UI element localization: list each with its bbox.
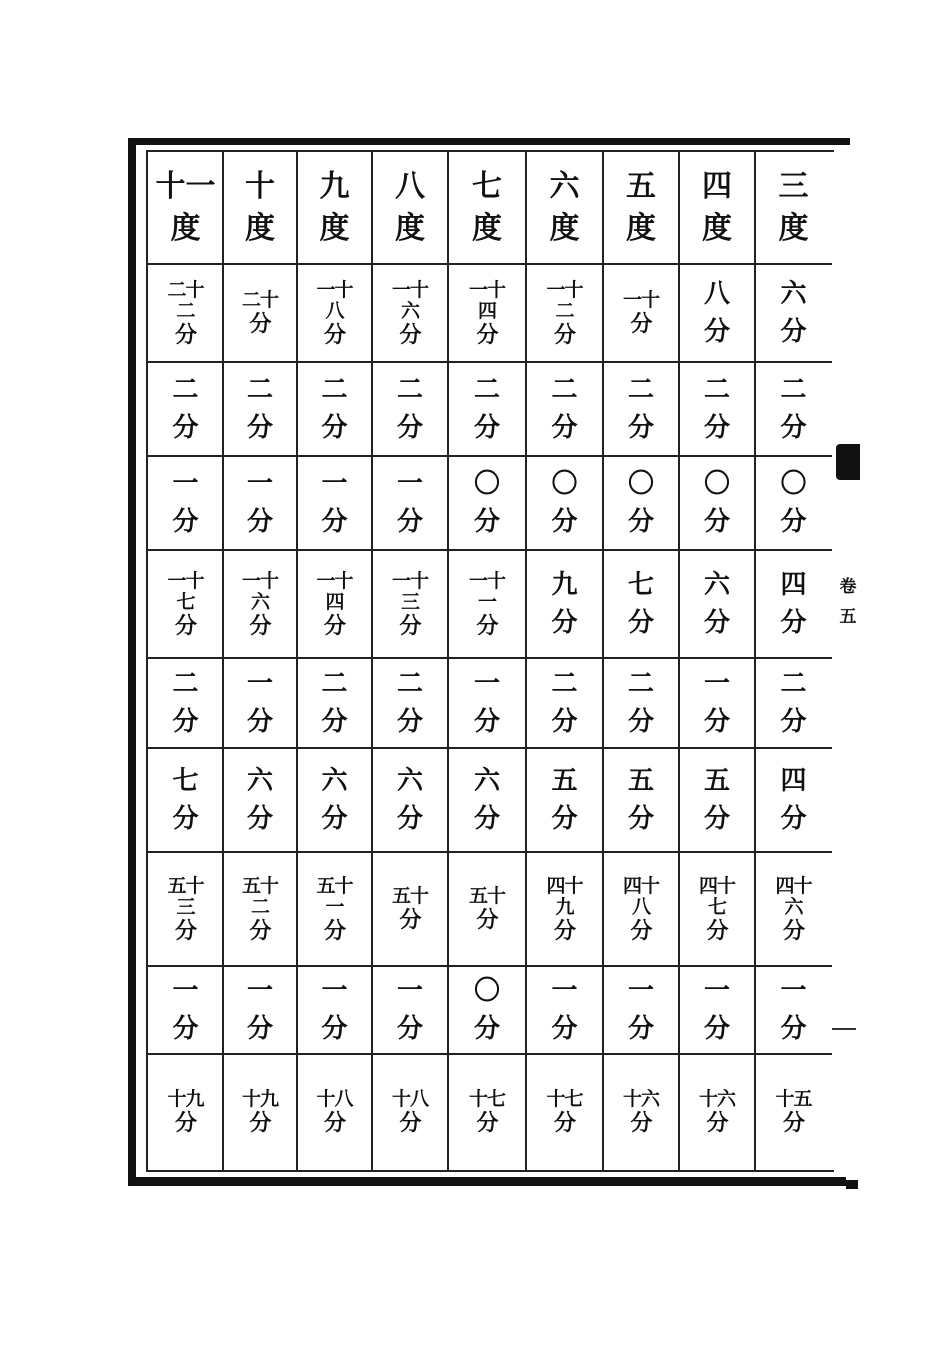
cell-text: 分 xyxy=(396,707,423,737)
cell-text: 分 xyxy=(321,707,348,737)
cell-text: 十八 xyxy=(391,1088,428,1110)
cell-text: 分 xyxy=(782,1110,804,1136)
cell-text: 分 xyxy=(399,907,421,933)
table-cell xyxy=(526,852,603,966)
cell-text: 一 xyxy=(172,976,199,1006)
cell-text: 分 xyxy=(551,507,578,537)
table-cell xyxy=(297,550,372,658)
cell-text: 分 xyxy=(476,907,498,933)
table-cell xyxy=(526,264,603,362)
table-cell xyxy=(755,264,832,362)
cell-text: 五 xyxy=(551,766,578,796)
table-cell xyxy=(526,362,603,456)
table-cell xyxy=(679,748,755,852)
cell-text: 二 xyxy=(246,375,273,405)
cell-text: 分 xyxy=(627,1014,654,1044)
table-cell xyxy=(679,852,755,966)
cell-text: 分 xyxy=(174,917,196,944)
cell-text: 二 xyxy=(172,669,199,699)
table-cell xyxy=(223,658,297,748)
degree-label: 九 xyxy=(319,169,350,204)
cell-text: 六 xyxy=(396,766,423,796)
cell-text: 一 xyxy=(321,469,348,499)
cell-text: 分 xyxy=(703,507,730,537)
table-cell xyxy=(148,550,223,658)
cell-text: 一 xyxy=(703,669,730,699)
cell-text: 五十 xyxy=(391,885,428,907)
fold-mark xyxy=(836,444,860,480)
cell-text: 六 xyxy=(703,570,730,600)
degree-label: 三 xyxy=(778,169,809,204)
table-cell xyxy=(148,852,223,966)
cell-text: 分 xyxy=(553,1110,575,1136)
cell-text: 一十 xyxy=(167,569,204,592)
table-cell xyxy=(297,362,372,456)
cell-text: 七 xyxy=(172,766,199,796)
table-cell xyxy=(448,852,526,966)
cell-text: 分 xyxy=(553,917,575,944)
cell-text: 一十 xyxy=(468,278,505,301)
table-cell xyxy=(755,550,832,658)
cell-text: 二 xyxy=(551,375,578,405)
cell-text: 十八 xyxy=(316,1088,353,1110)
cell-text: 一十 xyxy=(391,569,428,592)
table-cell xyxy=(448,362,526,456)
cell-text: 分 xyxy=(323,917,345,944)
cell-text: 十九 xyxy=(167,1088,204,1110)
table-cell xyxy=(448,658,526,748)
cell-text: 一十 xyxy=(546,278,583,301)
cell-text: 二 xyxy=(703,375,730,405)
table-cell xyxy=(679,966,755,1054)
cell-text: 分 xyxy=(703,804,730,834)
cell-text: 分 xyxy=(706,1110,728,1136)
table-cell xyxy=(223,456,297,550)
table-cell xyxy=(603,852,679,966)
degree-label: 八 xyxy=(395,169,425,204)
cell-text: 〇 xyxy=(551,469,578,499)
table-cell xyxy=(679,658,755,748)
cell-text: 三 xyxy=(400,590,419,613)
table-cell xyxy=(448,550,526,658)
cell-text: 分 xyxy=(627,413,654,443)
cell-text: 分 xyxy=(627,507,654,537)
cell-text: 分 xyxy=(476,1110,498,1136)
cell-text: 一 xyxy=(703,976,730,1006)
degree-label: 度 xyxy=(626,211,656,246)
degree-label: 十 xyxy=(245,169,275,204)
degree-header xyxy=(148,152,223,264)
frame-edge xyxy=(846,138,850,145)
cell-text: 七 xyxy=(627,570,654,600)
cell-text: 分 xyxy=(627,804,654,834)
cell-text: 分 xyxy=(473,1014,500,1044)
table-cell xyxy=(679,264,755,362)
cell-text: 分 xyxy=(249,917,271,944)
cell-text: 四 xyxy=(325,590,344,613)
cell-text: 二 xyxy=(473,375,500,405)
cell-text: 九 xyxy=(555,895,574,918)
cell-text: 六 xyxy=(400,299,419,322)
cell-text: 一 xyxy=(246,669,273,699)
cell-text: 四十 xyxy=(546,874,583,897)
cell-text: 三 xyxy=(176,895,195,918)
cell-text: 〇 xyxy=(780,469,807,499)
cell-text: 六 xyxy=(473,766,500,796)
degree-label: 度 xyxy=(702,211,732,246)
cell-text: 分 xyxy=(627,707,654,737)
table-cell xyxy=(603,362,679,456)
table-cell xyxy=(297,456,372,550)
table-cell xyxy=(297,1054,372,1170)
degree-header xyxy=(679,152,755,264)
cell-text: 分 xyxy=(172,413,199,443)
table-cell xyxy=(603,1054,679,1170)
cell-text: 分 xyxy=(399,612,421,639)
cell-text: 一十 xyxy=(622,289,659,311)
cell-text: 一 xyxy=(172,469,199,499)
cell-text: 二 xyxy=(555,299,574,322)
cell-text: 分 xyxy=(174,612,196,639)
cell-text: 分 xyxy=(706,917,728,944)
table-cell xyxy=(372,748,448,852)
table-cell xyxy=(526,966,603,1054)
cell-text: 八 xyxy=(703,279,730,309)
cell-text: 分 xyxy=(396,413,423,443)
table-cell xyxy=(603,264,679,362)
cell-text: 二 xyxy=(551,669,578,699)
cell-text: 二 xyxy=(250,895,269,918)
table-cell xyxy=(372,852,448,966)
cell-text: 分 xyxy=(473,707,500,737)
table-cell xyxy=(223,748,297,852)
cell-text: 分 xyxy=(172,507,199,537)
cell-text: 分 xyxy=(630,917,652,944)
cell-text: 分 xyxy=(780,413,807,443)
cell-text: 九 xyxy=(551,570,578,600)
cell-text: 四十 xyxy=(622,874,659,897)
cell-text: 六 xyxy=(780,279,807,309)
cell-text: 〇 xyxy=(703,469,730,499)
cell-text: 分 xyxy=(172,1014,199,1044)
cell-text: 十七 xyxy=(546,1088,583,1110)
degree-label: 十一 xyxy=(155,169,216,204)
degree-header xyxy=(448,152,526,264)
cell-text: 分 xyxy=(551,804,578,834)
cell-text: 一 xyxy=(321,976,348,1006)
frame-edge xyxy=(846,1180,858,1189)
degree-header xyxy=(223,152,297,264)
cell-text: 分 xyxy=(399,1110,421,1136)
cell-text: 分 xyxy=(249,1110,271,1136)
cell-text: 分 xyxy=(174,1110,196,1136)
cell-text: 一十 xyxy=(316,569,353,592)
cell-text: 五十 xyxy=(468,885,505,907)
table-cell xyxy=(372,264,448,362)
table-cell xyxy=(148,748,223,852)
table-cell xyxy=(372,658,448,748)
cell-text: 五十 xyxy=(241,874,278,897)
table-cell xyxy=(679,362,755,456)
table-cell xyxy=(526,658,603,748)
cell-text: 分 xyxy=(553,321,575,348)
cell-text: 分 xyxy=(780,317,807,347)
degree-label: 度 xyxy=(319,211,350,246)
table-cell xyxy=(526,1054,603,1170)
cell-text: 〇 xyxy=(473,469,500,499)
cell-text: 分 xyxy=(703,1014,730,1044)
degree-label: 七 xyxy=(472,169,502,204)
cell-text: 分 xyxy=(321,413,348,443)
cell-text: 二 xyxy=(396,375,423,405)
cell-text: 一 xyxy=(473,669,500,699)
table-cell xyxy=(679,1054,755,1170)
cell-text: 二 xyxy=(780,375,807,405)
table-cell xyxy=(372,1054,448,1170)
table-cell xyxy=(679,456,755,550)
table-cell xyxy=(372,456,448,550)
table-cell xyxy=(755,1054,832,1170)
cell-text: 二十 xyxy=(241,289,278,311)
table-cell xyxy=(603,658,679,748)
table-cell xyxy=(755,456,832,550)
cell-text: 七 xyxy=(707,895,726,918)
cell-text: 分 xyxy=(780,1014,807,1044)
cell-text: 二 xyxy=(321,375,348,405)
cell-text: 一十 xyxy=(391,278,428,301)
table-cell xyxy=(223,852,297,966)
cell-text: 十七 xyxy=(468,1088,505,1110)
table-cell xyxy=(372,550,448,658)
table-cell xyxy=(223,362,297,456)
cell-text: 一 xyxy=(627,976,654,1006)
table-cell xyxy=(526,456,603,550)
table-cell xyxy=(148,658,223,748)
cell-text: 五 xyxy=(627,766,654,796)
cell-text: 一 xyxy=(551,976,578,1006)
cell-text: 二 xyxy=(627,669,654,699)
table-cell xyxy=(297,658,372,748)
cell-text: 分 xyxy=(249,612,271,639)
degree-label: 四 xyxy=(702,169,732,204)
cell-text: 十六 xyxy=(622,1088,659,1110)
cell-text: 分 xyxy=(473,507,500,537)
cell-text: 分 xyxy=(780,804,807,834)
cell-text: 八 xyxy=(325,299,344,322)
cell-text: 一 xyxy=(477,590,496,613)
cell-text: 一 xyxy=(396,469,423,499)
cell-text: 分 xyxy=(627,608,654,638)
cell-text: 四十 xyxy=(775,874,812,897)
cell-text: 四 xyxy=(780,570,807,600)
cell-text: 五十 xyxy=(316,874,353,897)
cell-text: 分 xyxy=(630,1110,652,1136)
table-cell xyxy=(526,748,603,852)
cell-text: 十九 xyxy=(241,1088,278,1110)
cell-text: 二 xyxy=(172,375,199,405)
edge-line xyxy=(832,1028,856,1030)
cell-text: 分 xyxy=(321,507,348,537)
cell-text: 分 xyxy=(551,608,578,638)
table-cell xyxy=(603,748,679,852)
cell-text: 分 xyxy=(321,1014,348,1044)
table-cell xyxy=(448,966,526,1054)
cell-text: 分 xyxy=(703,707,730,737)
table-cell xyxy=(755,852,832,966)
cell-text: 四十 xyxy=(698,874,735,897)
cell-text: 分 xyxy=(476,612,498,639)
table-cell xyxy=(679,550,755,658)
degree-header xyxy=(297,152,372,264)
cell-text: 六 xyxy=(246,766,273,796)
cell-text: 分 xyxy=(473,804,500,834)
cell-text: 一十 xyxy=(316,278,353,301)
cell-text: 六 xyxy=(784,895,803,918)
cell-text: 〇 xyxy=(473,976,500,1006)
table-cell xyxy=(755,658,832,748)
cell-text: 分 xyxy=(396,804,423,834)
table-cell xyxy=(603,456,679,550)
degree-label: 六 xyxy=(549,169,580,204)
table-cell xyxy=(526,550,603,658)
cell-text: 分 xyxy=(172,707,199,737)
degree-label: 度 xyxy=(472,211,502,246)
table-cell xyxy=(223,966,297,1054)
degree-label: 度 xyxy=(170,211,201,246)
cell-text: 二 xyxy=(627,375,654,405)
cell-text: 分 xyxy=(399,321,421,348)
table-cell xyxy=(223,1054,297,1170)
cell-text: 分 xyxy=(780,608,807,638)
table-cell xyxy=(148,966,223,1054)
table-cell xyxy=(755,362,832,456)
cell-text: 分 xyxy=(551,1014,578,1044)
cell-text: 分 xyxy=(323,612,345,639)
table-cell xyxy=(448,264,526,362)
cell-text: 分 xyxy=(249,311,271,337)
cell-text: 分 xyxy=(473,413,500,443)
table-cell xyxy=(148,456,223,550)
cell-text: 分 xyxy=(476,321,498,348)
cell-text: 分 xyxy=(396,1014,423,1044)
cell-text: 分 xyxy=(246,413,273,443)
cell-text: 二 xyxy=(321,669,348,699)
cell-text: 六 xyxy=(321,766,348,796)
cell-text: 一 xyxy=(246,469,273,499)
cell-text: 一 xyxy=(396,976,423,1006)
cell-text: 分 xyxy=(246,707,273,737)
table-cell xyxy=(148,264,223,362)
cell-text: 七 xyxy=(176,590,195,613)
margin-char: 卷 xyxy=(839,577,857,597)
cell-text: 一 xyxy=(780,976,807,1006)
table-cell xyxy=(297,748,372,852)
cell-text: 一十 xyxy=(241,569,278,592)
table-cell xyxy=(223,264,297,362)
degree-label: 度 xyxy=(549,211,580,246)
table-cell xyxy=(755,748,832,852)
table-cell xyxy=(297,264,372,362)
degree-header xyxy=(755,152,832,264)
table-cell xyxy=(755,966,832,1054)
degree-header xyxy=(603,152,679,264)
degree-header xyxy=(372,152,448,264)
cell-text: 八 xyxy=(631,895,650,918)
cell-text: 二 xyxy=(396,669,423,699)
table-cell xyxy=(372,966,448,1054)
cell-text: 二十 xyxy=(167,278,204,301)
cell-text: 分 xyxy=(782,917,804,944)
degree-header xyxy=(526,152,603,264)
cell-text: 四 xyxy=(780,766,807,796)
cell-text: 一 xyxy=(325,895,344,918)
cell-text: 十六 xyxy=(698,1088,735,1110)
cell-text: 五 xyxy=(703,766,730,796)
cell-text: 一十 xyxy=(468,569,505,592)
cell-text: 分 xyxy=(246,507,273,537)
table-cell xyxy=(603,966,679,1054)
table-cell xyxy=(603,550,679,658)
table-cell xyxy=(372,362,448,456)
cell-text: 分 xyxy=(551,707,578,737)
cell-text: 分 xyxy=(172,804,199,834)
cell-text: 五十 xyxy=(167,874,204,897)
cell-text: 分 xyxy=(323,1110,345,1136)
cell-text: 分 xyxy=(780,707,807,737)
cell-text: 二 xyxy=(780,669,807,699)
degree-label: 度 xyxy=(245,211,275,246)
cell-text: 分 xyxy=(780,507,807,537)
cell-text: 一 xyxy=(246,976,273,1006)
cell-text: 分 xyxy=(703,608,730,638)
cell-text: 四 xyxy=(477,299,496,322)
cell-text: 分 xyxy=(246,1014,273,1044)
table-cell xyxy=(297,966,372,1054)
degree-label: 度 xyxy=(778,211,809,246)
table-cell xyxy=(448,1054,526,1170)
cell-text: 分 xyxy=(174,321,196,348)
cell-text: 分 xyxy=(321,804,348,834)
margin-char: 五 xyxy=(839,607,857,627)
cell-text: 分 xyxy=(551,413,578,443)
cell-text: 分 xyxy=(396,507,423,537)
degree-label: 度 xyxy=(395,211,425,246)
table-cell xyxy=(297,852,372,966)
cell-text: 分 xyxy=(703,317,730,347)
table-cell xyxy=(223,550,297,658)
table-cell xyxy=(148,362,223,456)
cell-text: 十五 xyxy=(775,1088,812,1110)
cell-text: 六 xyxy=(250,590,269,613)
cell-text: 分 xyxy=(323,321,345,348)
cell-text: 〇 xyxy=(627,469,654,499)
table-cell xyxy=(448,748,526,852)
cell-text: 分 xyxy=(630,311,652,337)
cell-text: 分 xyxy=(703,413,730,443)
cell-text: 二 xyxy=(176,299,195,322)
cell-text: 分 xyxy=(246,804,273,834)
table-cell xyxy=(448,456,526,550)
degree-label: 五 xyxy=(626,169,656,204)
table-cell xyxy=(148,1054,223,1170)
